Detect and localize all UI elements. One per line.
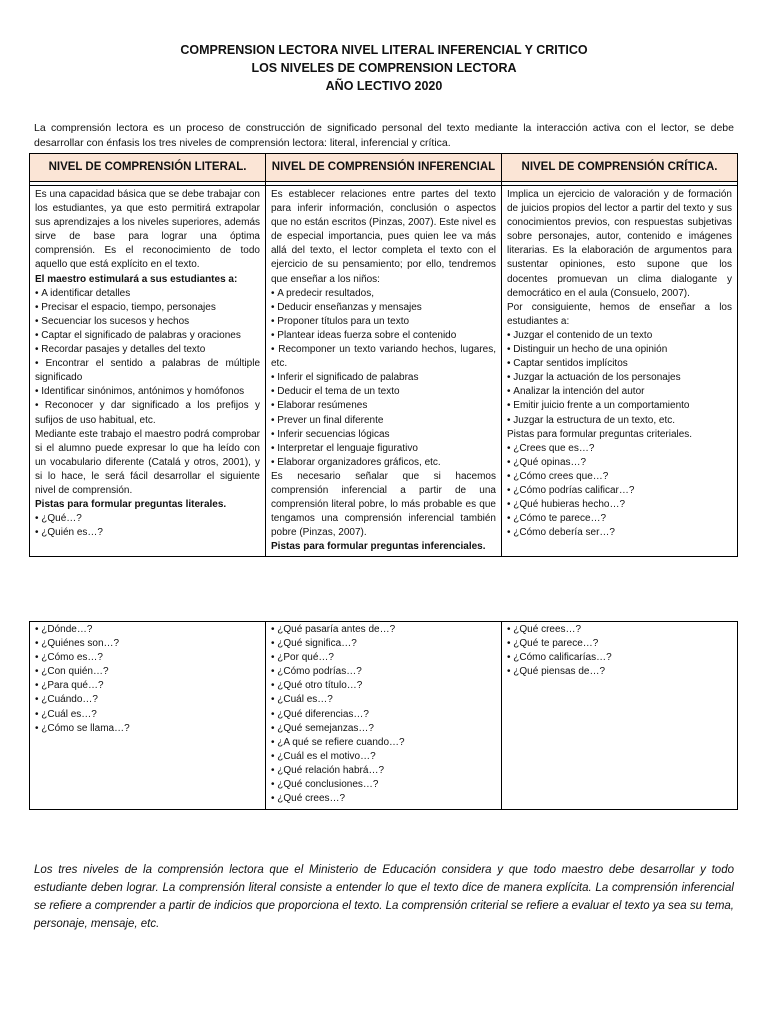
cell-literal: [30, 186, 266, 557]
list-item: • ¿Qué piensas de…?: [507, 665, 732, 679]
list-item: • Juzgar la actuación de los personajes: [507, 371, 732, 385]
cell-critica-questions: [502, 622, 738, 810]
literal-intro: Es una capacidad básica que se debe trabajar con los estudiantes, ya que esto permitirá extrapolar sus aprendizajes a los niveles superiores, además sirve de base para lograr una óptima comprensión. Es el reconocimiento de todo aquello que está explícito en el texto.: [35, 189, 260, 271]
critica-more-questions: [507, 623, 732, 679]
list-item: • ¿Quiénes son…?: [35, 637, 260, 651]
list-item: • ¿Qué…?: [35, 512, 260, 526]
critica-list: [507, 329, 732, 428]
subtitle: LOS NIVELES DE COMPRENSION LECTORA: [251, 61, 517, 75]
list-item: • ¿Qué relación habrá…?: [271, 764, 496, 778]
list-item: • Juzgar la estructura de un texto, etc.: [507, 414, 732, 428]
list-item: • ¿Qué hubieras hecho…?: [507, 498, 732, 512]
literal-questions: [35, 512, 260, 540]
list-item: • Analizar la intención del autor: [507, 385, 732, 399]
list-item: • ¿Qué semejanzas…?: [271, 722, 496, 736]
list-item: • Juzgar el contenido de un texto: [507, 329, 732, 343]
list-item: • ¿Para qué…?: [35, 679, 260, 693]
list-item: • ¿A qué se refiere cuando…?: [271, 736, 496, 750]
list-item: • ¿Qué opinas…?: [507, 456, 732, 470]
literal-heading: El maestro estimulará a sus estudiantes a:: [35, 273, 238, 285]
list-item: • ¿Cómo te parece…?: [507, 512, 732, 526]
list-item: • Interpretar el lenguaje figurativo: [271, 442, 496, 456]
list-item: • ¿Dónde…?: [35, 623, 260, 637]
list-item: • Prever un final diferente: [271, 414, 496, 428]
list-item: • ¿Qué otro título…?: [271, 679, 496, 693]
literal-list: [35, 287, 260, 428]
list-item: • ¿Qué te parece…?: [507, 637, 732, 651]
list-item: • ¿Qué crees…?: [271, 792, 496, 806]
inferencial-questions-heading: Pistas para formular preguntas inferenciales.: [271, 541, 486, 553]
list-item: • Plantear ideas fuerza sobre el contenido: [271, 329, 496, 343]
critica-questions: [507, 442, 732, 541]
list-item: • Emitir juicio frente a un comportamiento: [507, 399, 732, 413]
list-item: • Reconocer y dar significado a los prefijos y sufijos de uso habitual, etc.: [35, 399, 260, 427]
list-item: • ¿Cómo se llama…?: [35, 722, 260, 736]
list-item: • ¿Cómo podrías calificar…?: [507, 484, 732, 498]
list-item: • A predecir resultados,: [271, 287, 496, 301]
intro-paragraph: La comprensión lectora es un proceso de construcción de significado personal del texto mediante la interacción activa con el lector, se debe desarrollar con énfasis los tres niveles de comprensión lectora: literal, inferencial y crítica.: [34, 121, 734, 149]
list-item: • ¿Quién es…?: [35, 526, 260, 540]
levels-table: [29, 153, 738, 557]
list-item: • ¿Qué pasaría antes de…?: [271, 623, 496, 637]
main-title: COMPRENSION LECTORA NIVEL LITERAL INFERENCIAL Y CRITICO: [180, 43, 588, 57]
list-item: • Precisar el espacio, tiempo, personajes: [35, 301, 260, 315]
list-item: • ¿Cuál es…?: [35, 708, 260, 722]
literal-paragraph: Mediante este trabajo el maestro podrá comprobar si el alumno puede expresar lo que ha leído con un vocabulario diferente (Catalá y otros, 2001), y si lo hace, le será fácil desarrollar el siguiente nivel de comprensión.: [35, 428, 260, 496]
literal-more-questions: [35, 623, 260, 736]
list-item: • Captar el significado de palabras y oraciones: [35, 329, 260, 343]
critica-intro: Implica un ejercicio de valoración y de formación de juicios propios del lector a partir del texto y sus conocimientos previos, con respuestas subjetivas sobre personajes, autor, contenido e imágenes literarias. Es la elaboración de argumentos para sustentar opiniones, esto supone que los docentes promuevan un clima dialogante y democrático en el aula (Consuelo, 2007).: [507, 189, 732, 299]
list-item: • ¿Por qué…?: [271, 651, 496, 665]
critica-questions-heading: Pistas para formular preguntas criteriales.: [507, 428, 693, 440]
header-critica: NIVEL DE COMPRENSIÓN CRÍTICA.: [502, 154, 738, 182]
header-literal: NIVEL DE COMPRENSIÓN LITERAL.: [30, 154, 266, 182]
list-item: • ¿Cuál es el motivo…?: [271, 750, 496, 764]
list-item: • Captar sentidos implícitos: [507, 357, 732, 371]
list-item: • Inferir secuencias lógicas: [271, 428, 496, 442]
list-item: • ¿Cómo podrías…?: [271, 665, 496, 679]
list-item: • ¿Cuándo…?: [35, 693, 260, 707]
list-item: • Elaborar resúmenes: [271, 399, 496, 413]
list-item: • ¿Cómo es…?: [35, 651, 260, 665]
document-titles: [0, 41, 768, 95]
list-item: • ¿Qué crees…?: [507, 623, 732, 637]
critica-paragraph: Por consiguiente, hemos de enseñar a los estudiantes a:: [507, 301, 732, 327]
literal-questions-heading: Pistas para formular preguntas literales.: [35, 499, 227, 511]
cell-inferencial: [266, 186, 502, 557]
inferencial-more-questions: [271, 623, 496, 806]
list-item: • Encontrar el sentido a palabras de múltiple significado: [35, 357, 260, 385]
list-item: • Inferir el significado de palabras: [271, 371, 496, 385]
list-item: • Elaborar organizadores gráficos, etc.: [271, 456, 496, 470]
questions-table: [29, 621, 738, 810]
year-title: AÑO LECTIVO 2020: [325, 79, 443, 93]
cell-inferencial-questions: [266, 622, 502, 810]
list-item: • Deducir enseñanzas y mensajes: [271, 301, 496, 315]
list-item: • ¿Cuál es…?: [271, 693, 496, 707]
inferencial-list: [271, 287, 496, 470]
list-item: • Deducir el tema de un texto: [271, 385, 496, 399]
list-item: • A identificar detalles: [35, 287, 260, 301]
list-item: • ¿Cómo crees que…?: [507, 470, 732, 484]
header-inferencial: NIVEL DE COMPRENSIÓN INFERENCIAL: [266, 154, 502, 182]
list-item: • ¿Qué significa…?: [271, 637, 496, 651]
list-item: • Distinguir un hecho de una opinión: [507, 343, 732, 357]
list-item: • ¿Qué conclusiones…?: [271, 778, 496, 792]
list-item: • ¿Crees que es…?: [507, 442, 732, 456]
inferencial-paragraph: Es necesario señalar que si hacemos comprensión inferencial a partir de una comprensión literal pobre, lo más probable es que tengamos una comprensión inferencial también pobre (Pinzas, 2007).: [271, 470, 496, 539]
list-item: • Identificar sinónimos, antónimos y homófonos: [35, 385, 260, 399]
list-item: • Proponer títulos para un texto: [271, 315, 496, 329]
list-item: • ¿Cómo debería ser…?: [507, 526, 732, 540]
list-item: • Recordar pasajes y detalles del texto: [35, 343, 260, 357]
list-item: • ¿Qué diferencias…?: [271, 708, 496, 722]
closing-paragraph: Los tres niveles de la comprensión lectora que el Ministerio de Educación considera y que todo maestro debe desarrollar y todo estudiante deben lograr. La comprensión literal consiste a entender lo que el texto dice de manera explícita. La comprensión inferencial se refiere a comprender a partir de indicios que proporciona el texto. La comprensión criterial se refiere a evaluar el texto ya sea su tema, personaje, mensaje, etc.: [34, 863, 734, 930]
cell-critica: [502, 186, 738, 557]
list-item: • ¿Con quién…?: [35, 665, 260, 679]
inferencial-intro: Es establecer relaciones entre partes del texto para inferir información, conclusión o aspectos que no están escritos (Pinzas, 2007). Este nivel es de especial importancia, pues quien lee va más allá del texto, el lector completa el texto con el ejercicio de su pensamiento; por ello, tendremos que enseñar a los niños:: [271, 189, 496, 285]
list-item: • Recomponer un texto variando hechos, lugares, etc.: [271, 343, 496, 371]
list-item: • ¿Cómo calificarías…?: [507, 651, 732, 665]
list-item: • Secuenciar los sucesos y hechos: [35, 315, 260, 329]
cell-literal-questions: [30, 622, 266, 810]
